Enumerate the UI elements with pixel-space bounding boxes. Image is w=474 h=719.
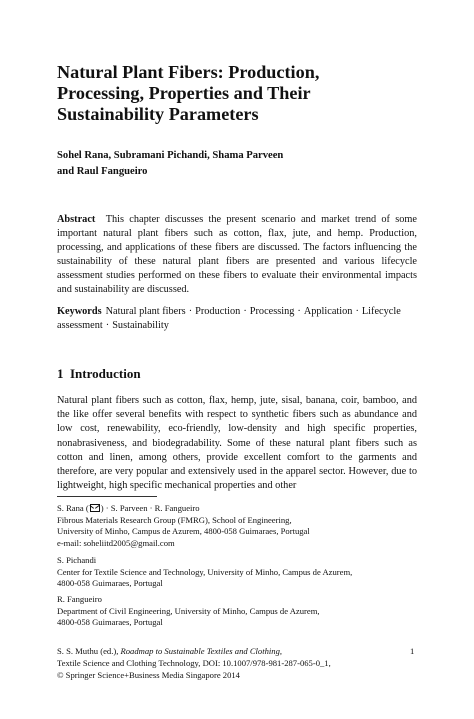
page-number: 1 (410, 646, 415, 656)
abstract (57, 213, 417, 296)
author-list: Sohel Rana, Subramani Pichandi, Shama Parveen and Raul Fangueiro (57, 150, 284, 177)
keyword-item: Sustainability (112, 319, 169, 331)
abstract-heading: Abstract (57, 214, 96, 225)
keyword-item: Application (303, 306, 353, 317)
keyword-separator: · (297, 306, 301, 317)
chapter-title: Natural Plant Fibers: Production, Processing, Properties and Their Sustainability Parameters (57, 62, 320, 124)
keyword-separator: · (105, 319, 110, 331)
affiliation-names-1b: ) · S. Parveen · R. Fangueiro (100, 503, 200, 513)
footer-editor: S. S. Muthu (ed.), (57, 646, 121, 656)
section-title: Introduction (70, 366, 141, 381)
keyword-item: Production (195, 306, 241, 317)
affiliation-names-1a: S. Rana ( (57, 503, 89, 513)
keyword-separator: · (243, 306, 247, 317)
section-number: 1 (57, 366, 64, 381)
mail-icon (90, 504, 100, 512)
section-heading (57, 366, 417, 382)
footer-line-3: © Springer Science+Business Media Singapore 2014 (57, 669, 240, 680)
affiliation-block-3: R. Fangueiro Department of Civil Engineering, University of Minho, Campus de Azurem, 4800-058 Guimaraes, Portugal (57, 594, 320, 627)
keywords-heading: Keywords (57, 306, 102, 317)
intro-paragraph: Natural plant fibers such as cotton, flax, hemp, jute, sisal, banana, coir, bamboo, and the like offer several benefits with respect to synthetic fibers such as abundance and low cost, renewability, eco-friendly, low-density and high specific properties, nonabrasiveness, and biodegradability. Some of these natural plant fibers such as cotton and linen, among others, provide excellent comfort to the garments and therefore, are very popular and extensively used in the apparel sector. However, due to lightweight, high specific mechanical properties and other (57, 395, 417, 492)
keywords (57, 305, 417, 333)
footer-comma: , (279, 646, 283, 656)
keyword-item: Lifecycle assessment (57, 306, 401, 331)
keyword-item: Natural plant fibers (105, 306, 186, 317)
keyword-separator: · (355, 306, 359, 317)
footnote-rule (57, 496, 157, 497)
affiliation-body-1: Fibrous Materials Research Group (FMRG), School of Engineering, University of Minho, Campus de Azurem, 4800-058 Guimaraes, Portugal e-mail: soheliitd2005@gmail.com (57, 514, 310, 548)
affiliation-block-2: S. Pichandi Center for Textile Science and Technology, University of Minho, Campus de Azurem, 4800-058 Guimaraes, Portugal (57, 555, 353, 588)
footer-book-title: Roadmap to Sustainable Textiles and Clothing (120, 646, 280, 656)
footer-line-2: Textile Science and Clothing Technology, DOI: 10.1007/978-981-287-065-0_1, (57, 657, 331, 668)
keyword-item: Processing (249, 306, 295, 317)
affiliation-block-1 (57, 503, 427, 549)
abstract-text: This chapter discusses the present scenario and market trend of some important natural plant fibers such as cotton, flax, jute, and hemp. Production, processing, and applications of these fibers are discussed. The factors influencing the sustainability of these natural plant fibers are presented and various lifecycle assessment studies performed on these fibers to evaluate their environmental impacts and sustainability are discussed. (57, 214, 418, 295)
footer-line-1 (57, 646, 417, 658)
citation-footer (57, 646, 417, 681)
keyword-separator: · (188, 306, 193, 317)
